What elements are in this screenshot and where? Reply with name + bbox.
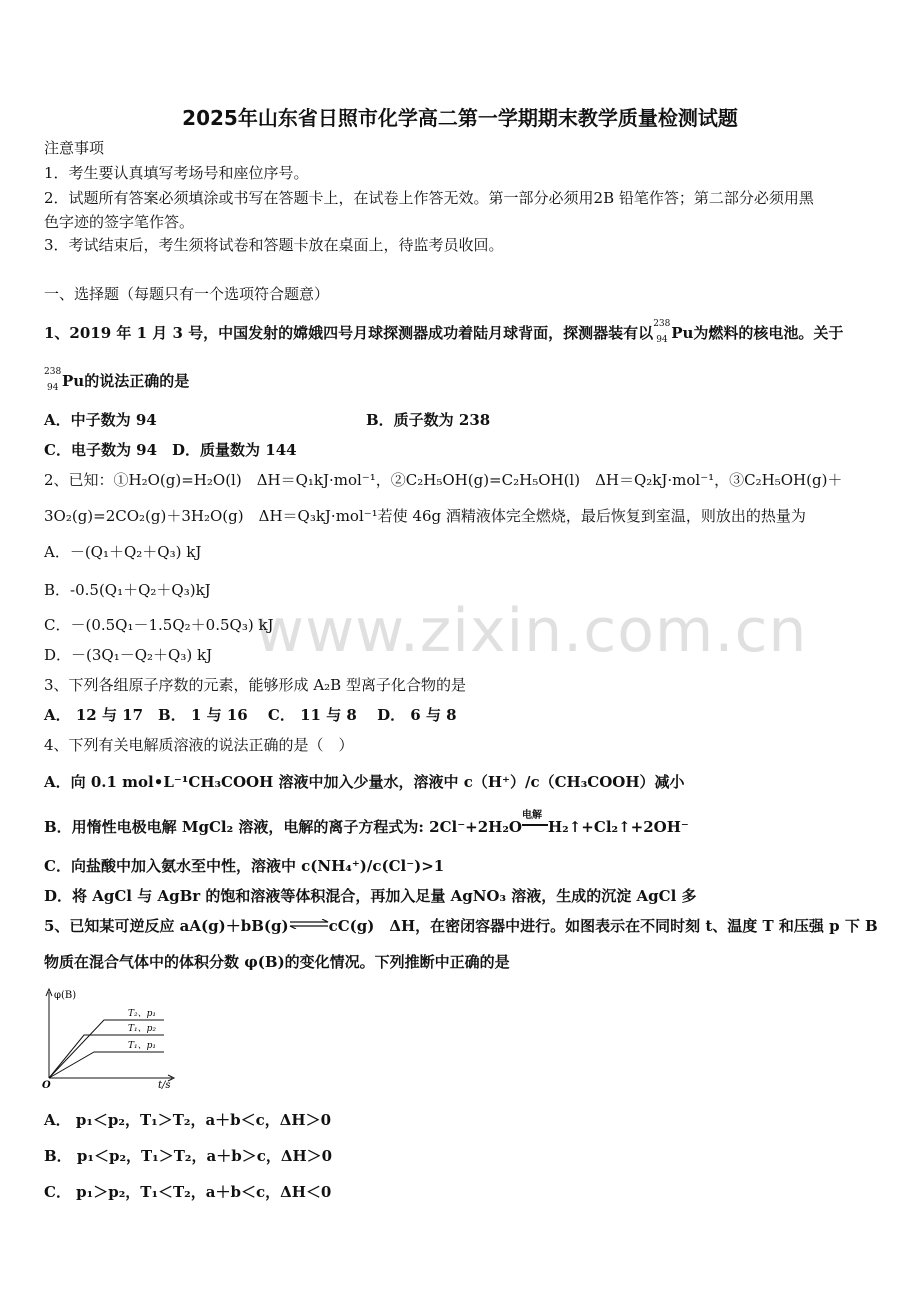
curve-label-t2-p1: T₂、p₁ <box>128 1009 156 1019</box>
q2-stem-line1: 2、已知：①H₂O(g)=H₂O(l) ΔH＝Q₁kJ·mol⁻¹，②C₂H₅OH(g)=C₂H₅OH(l) ΔH＝Q₂kJ·mol⁻¹，③C₂H₅OH(g)＋ <box>44 471 843 489</box>
q5-option-a: A． p₁＜p₂，T₁＞T₂，a＋b＜c，ΔH＞0 <box>44 1111 332 1129</box>
nuclide-symbol: Pu <box>671 324 694 342</box>
electrolysis-arrow <box>522 810 548 834</box>
nuclide-atomic-number: 94 <box>47 383 59 393</box>
q5-option-c: C． p₁＞p₂，T₁＜T₂，a＋b＜c，ΔH＜0 <box>44 1183 332 1201</box>
curve-label-t1-p2: T₁、p₂ <box>128 1024 156 1034</box>
q1-stem-text-b: 为燃料的核电池。关于 <box>693 324 844 342</box>
q1-option-cd: C．电子数为 94 D．质量数为 144 <box>44 441 297 459</box>
notice-heading: 注意事项 <box>44 139 105 157</box>
nuclide-mass-number: 238 <box>653 319 671 329</box>
q1-option-a: A．中子数为 94 <box>44 411 157 429</box>
section-heading: 一、选择题（每题只有一个选项符合题意） <box>44 285 330 303</box>
notice-item-2-cont: 色字迹的签字笔作答。 <box>44 213 195 231</box>
curve-t1-p1 <box>49 1052 164 1078</box>
q1-stem-text-c: 的说法正确的是 <box>84 372 190 390</box>
q4-stem: 4、下列有关电解质溶液的说法正确的是（ ） <box>44 736 354 754</box>
page-title: 2025年山东省日照市化学高二第一学期期末教学质量检测试题 <box>182 106 738 130</box>
electrolysis-label: 电解 <box>522 810 542 821</box>
q4-option-c: C．向盐酸中加入氨水至中性，溶液中 c(NH₄⁺)/c(Cl⁻)>1 <box>44 857 445 875</box>
q5-stem-line2: 物质在混合气体中的体积分数 φ(B)的变化情况。下列推断中正确的是 <box>44 953 510 971</box>
q1-nuclide-2 <box>44 367 62 393</box>
q3-stem: 3、下列各组原子序数的元素，能够形成 A₂B 型离子化合物的是 <box>44 676 466 694</box>
notice-item-3: 3．考试结束后，考生须将试卷和答题卡放在桌面上，待监考员收回。 <box>44 236 504 254</box>
q1-stem-line1 <box>44 320 843 343</box>
y-axis-label: φ(B) <box>54 990 77 1001</box>
q4-option-a: A．向 0.1 mol•L⁻¹CH₃COOH 溶液中加入少量水，溶液中 c（H⁺）/c（CH₃COOH）减小 <box>44 773 685 791</box>
q3-options: A． 12 与 17 B． 1 与 16 C． 11 与 8 D． 6 与 8 <box>44 706 457 724</box>
q4-option-b <box>44 810 689 837</box>
q4-option-d: D．将 AgCl 与 AgBr 的饱和溶液等体积混合，再加入足量 AgNO₃ 溶液，生成的沉淀 AgCl 多 <box>44 887 697 905</box>
q1-nuclide <box>653 319 671 345</box>
q2-option-d: D．－(3Q₁－Q₂＋Q₃) kJ <box>44 646 213 664</box>
q4-option-b-text-a: B．用惰性电极电解 MgCl₂ 溶液，电解的离子方程式为: 2Cl⁻+2H₂O <box>44 818 522 836</box>
q1-option-b: B．质子数为 238 <box>366 411 491 429</box>
nuclide-symbol: Pu <box>62 372 85 390</box>
electrolysis-bar <box>522 824 548 826</box>
nuclide-atomic-number: 94 <box>656 335 668 345</box>
q2-option-b: B．-0.5(Q₁＋Q₂＋Q₃)kJ <box>44 581 211 599</box>
q1-stem-line2 <box>44 368 189 391</box>
q1-stem-text-a: 1、2019 年 1 月 3 号，中国发射的嫦娥四号月球探测器成功着陆月球背面，探测器装有以 <box>44 324 654 342</box>
q5-stem-text-b: cC(g) ΔH，在密闭容器中进行。如图表示在不同时刻 t、温度 T 和压强 p 下 B <box>328 917 878 935</box>
watermark: www.zixin.com.cn <box>255 596 808 666</box>
notice-item-2: 2．试题所有答案必须填涂或书写在答题卡上，在试卷上作答无效。第一部分必须用2B 铅笔作答；第二部分必须用黑 <box>44 189 814 207</box>
nuclide-mass-number: 238 <box>44 367 62 377</box>
q4-option-b-text-b: H₂↑+Cl₂↑+2OH⁻ <box>548 818 689 836</box>
equilibrium-arrow-icon <box>289 919 329 929</box>
origin-label: O <box>42 1080 51 1091</box>
q2-option-a: A．－(Q₁＋Q₂＋Q₃) kJ <box>44 543 202 561</box>
curve-label-t1-p1: T₁、p₁ <box>128 1041 156 1051</box>
phi-b-graph <box>40 984 180 1092</box>
q5-stem-text-a: 5、已知某可逆反应 aA(g)＋bB(g) <box>44 917 289 935</box>
q5-option-b: B． p₁＜p₂，T₁＞T₂，a＋b＞c，ΔH＞0 <box>44 1147 333 1165</box>
q2-stem-line2: 3O₂(g)=2CO₂(g)＋3H₂O(g) ΔH＝Q₃kJ·mol⁻¹若使 46g 酒精液体完全燃烧，最后恢复到室温，则放出的热量为 <box>44 507 806 525</box>
q5-stem-line1 <box>44 916 878 936</box>
q2-option-c: C．－(0.5Q₁－1.5Q₂＋0.5Q₃) kJ <box>44 616 274 634</box>
x-axis-label: t/s <box>158 1080 171 1091</box>
notice-item-1: 1．考生要认真填写考场号和座位序号。 <box>44 164 309 182</box>
